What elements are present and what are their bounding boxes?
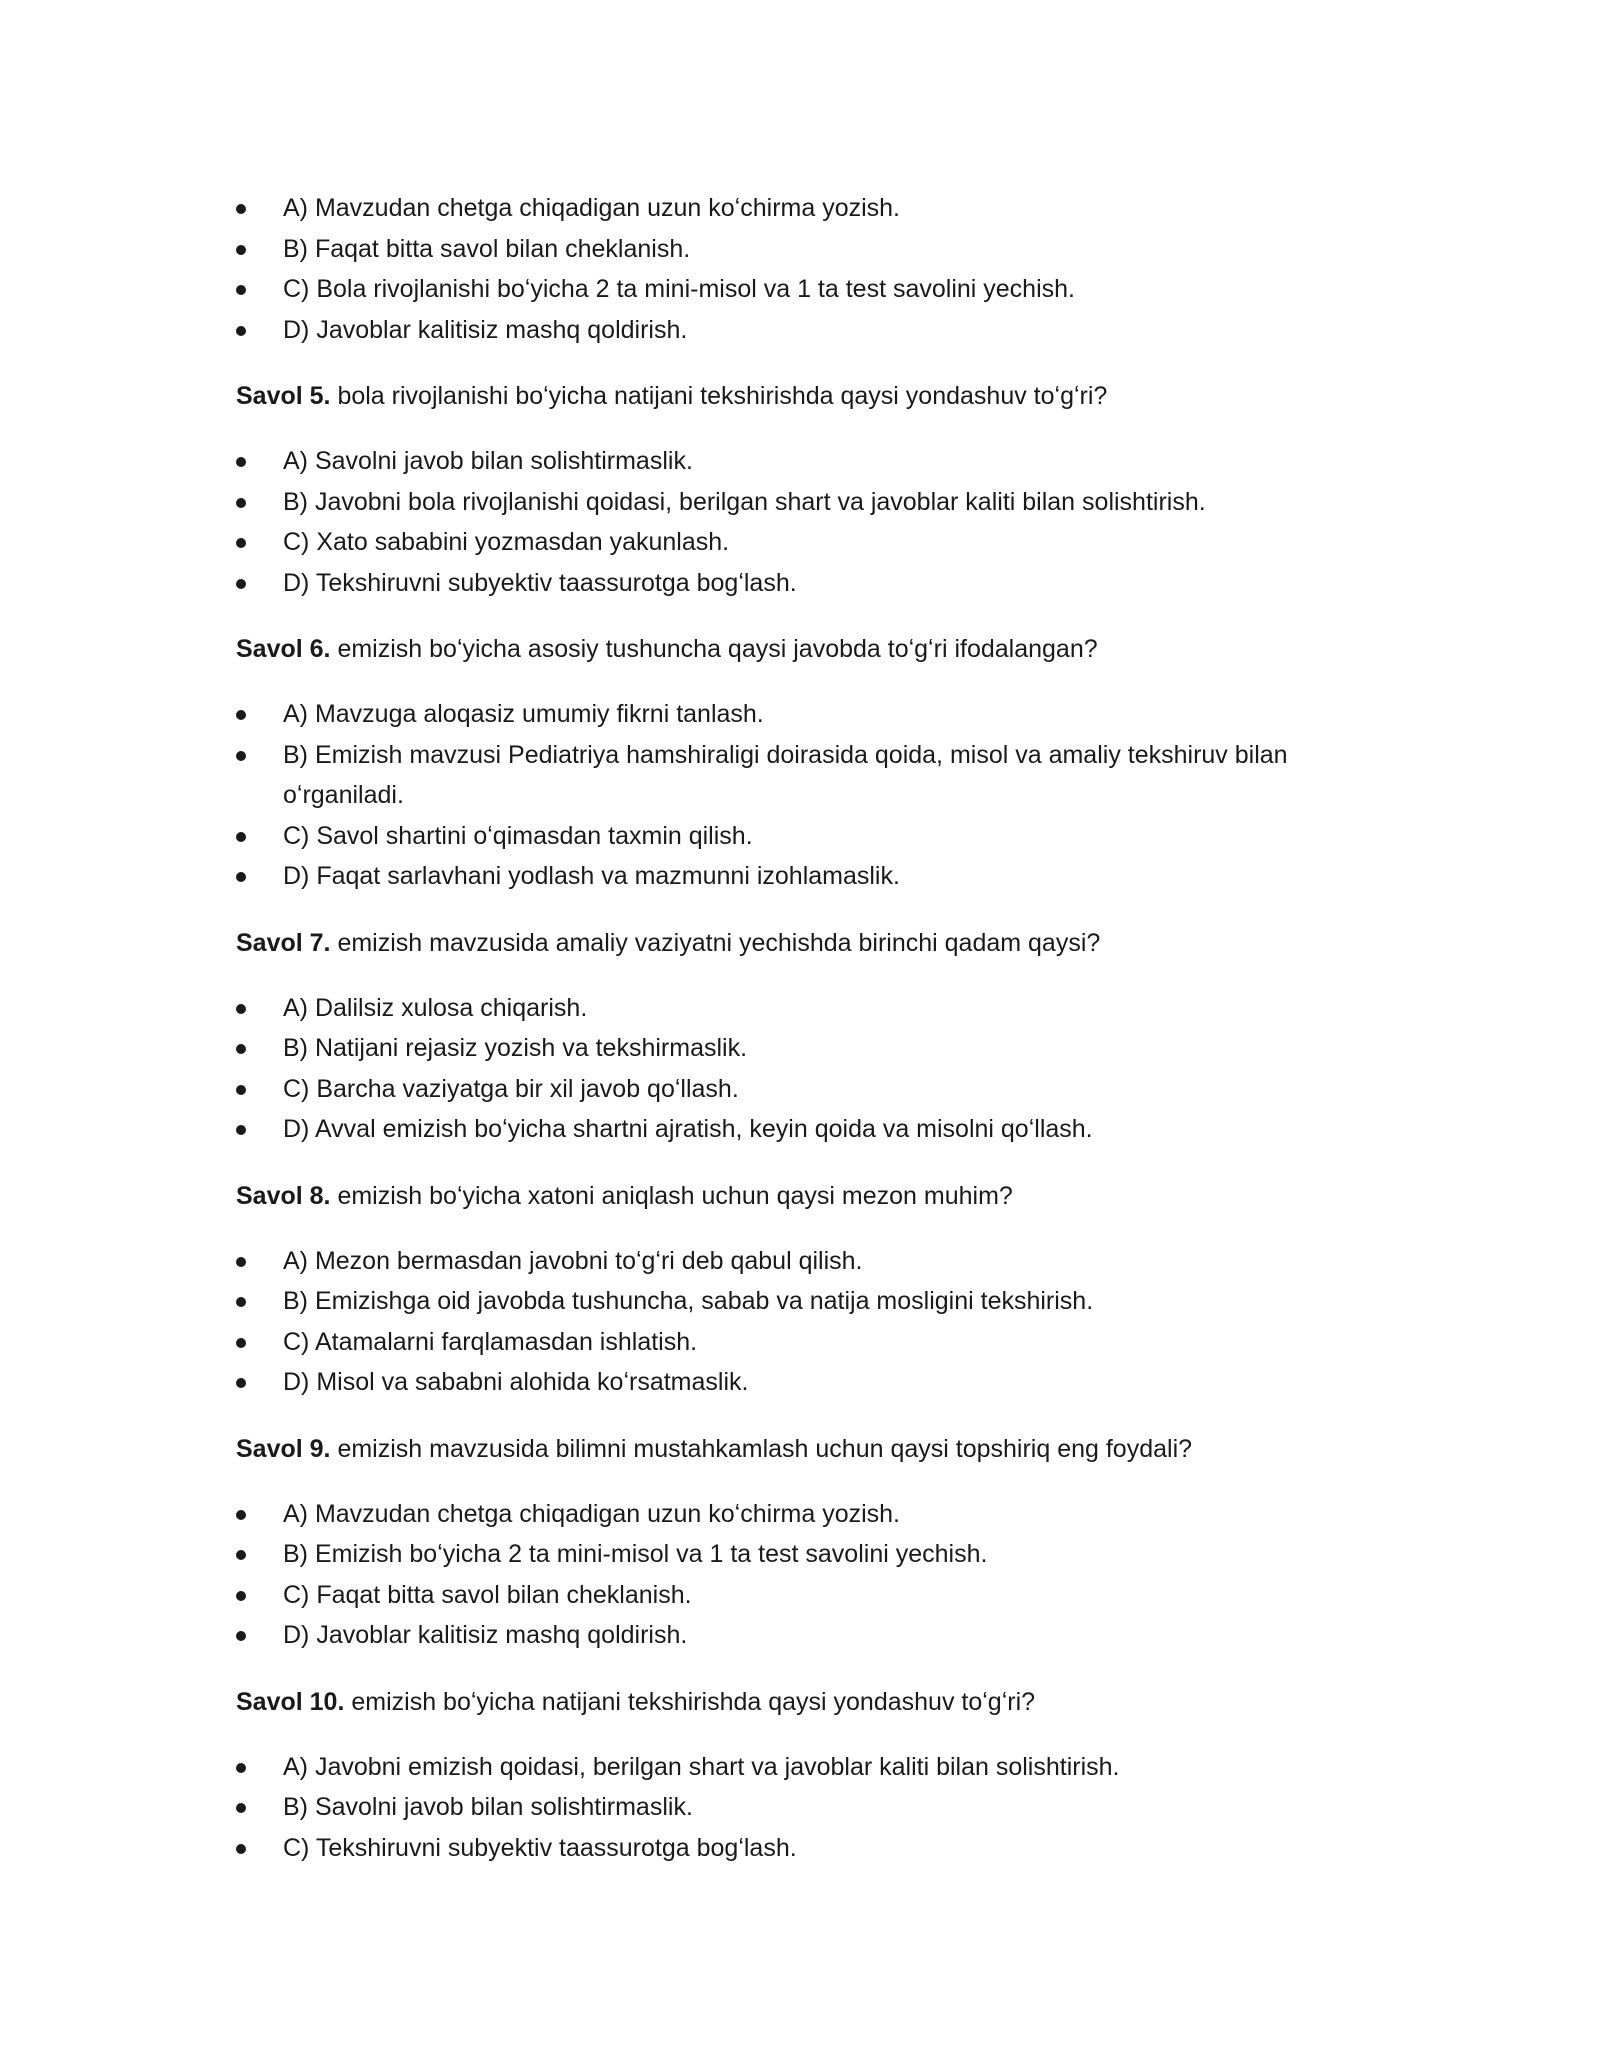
- question-5: [236, 376, 1376, 416]
- list-item: [236, 735, 1376, 816]
- option-text: C) Barcha vaziyatga bir xil javob qoʻllash.: [283, 1074, 739, 1103]
- option-text: B) Emizish mavzusi Pediatriya hamshiraligi doirasida qoida, misol va amaliy tekshiruv bilan oʻrganiladi.: [283, 740, 1288, 809]
- bullet-icon: [236, 1763, 246, 1773]
- bullet-icon: [236, 1338, 246, 1348]
- option-list: [236, 1747, 1376, 1869]
- list-item: [236, 1322, 1376, 1363]
- document-page: [236, 188, 1376, 1868]
- bullet-icon: [236, 1550, 246, 1560]
- question-text: emizish boʻyicha asosiy tushuncha qaysi javobda toʻgʻri ifodalangan?: [330, 635, 1098, 663]
- option-text: B) Emizish boʻyicha 2 ta mini-misol va 1 ta test savolini yechish.: [283, 1540, 988, 1568]
- list-item: [236, 482, 1376, 523]
- bullet-icon: [236, 204, 246, 214]
- bullet-icon: [236, 1257, 246, 1267]
- bullet-icon: [236, 457, 246, 467]
- list-item: [236, 441, 1376, 482]
- option-list: [236, 1494, 1376, 1656]
- bullet-icon: [236, 538, 246, 548]
- list-item: [236, 188, 1376, 229]
- list-item: [236, 1028, 1376, 1069]
- question-label: Savol 5.: [236, 382, 331, 410]
- question-8: [236, 1176, 1376, 1216]
- option-text: C) Bola rivojlanishi boʻyicha 2 ta mini-misol va 1 ta test savolini yechish.: [283, 275, 1075, 303]
- bullet-icon: [236, 245, 246, 255]
- question-text: emizish boʻyicha xatoni aniqlash uchun qaysi mezon muhim?: [330, 1181, 1013, 1210]
- option-text: B) Javobni bola rivojlanishi qoidasi, berilgan shart va javoblar kaliti bilan solishtirish.: [283, 487, 1206, 516]
- list-item: [236, 310, 1376, 351]
- option-text: D) Avval emizish boʻyicha shartni ajratish, keyin qoida va misolni qoʻllash.: [283, 1115, 1093, 1143]
- bullet-icon: [236, 710, 246, 720]
- list-item: [236, 1494, 1376, 1535]
- list-item: [236, 816, 1376, 857]
- option-text: C) Savol shartini oʻqimasdan taxmin qilish.: [283, 821, 753, 850]
- list-item: [236, 1575, 1376, 1616]
- bullet-icon: [236, 1510, 246, 1520]
- option-text: D) Misol va sababni alohida koʻrsatmaslik.: [283, 1368, 749, 1396]
- option-text: B) Emizishga oid javobda tushuncha, sabab va natija mosligini tekshirish.: [283, 1287, 1094, 1315]
- bullet-icon: [236, 579, 246, 589]
- bullet-icon: [236, 498, 246, 508]
- question-text: emizish mavzusida amaliy vaziyatni yechishda birinchi qadam qaysi?: [330, 928, 1101, 957]
- list-item: [236, 1787, 1376, 1828]
- list-item: [236, 563, 1376, 604]
- list-item: [236, 988, 1376, 1029]
- bullet-icon: [236, 1631, 246, 1641]
- list-item: [236, 1828, 1376, 1869]
- question-9: [236, 1429, 1376, 1469]
- list-item: [236, 269, 1376, 310]
- list-item: [236, 1747, 1376, 1788]
- option-text: C) Tekshiruvni subyektiv taassurotga bogʻlash.: [283, 1833, 797, 1862]
- question-label: Savol 6.: [236, 635, 331, 663]
- list-item: [236, 1615, 1376, 1656]
- bullet-icon: [236, 1125, 246, 1135]
- option-text: A) Mavzudan chetga chiqadigan uzun koʻchirma yozish.: [283, 194, 901, 222]
- option-text: C) Faqat bitta savol bilan cheklanish.: [283, 1580, 692, 1609]
- bullet-icon: [236, 326, 246, 336]
- bullet-icon: [236, 1844, 246, 1854]
- option-text: A) Savolni javob bilan solishtirmaslik.: [283, 447, 693, 475]
- question-text: emizish mavzusida bilimni mustahkamlash uchun qaysi topshiriq eng foydali?: [330, 1434, 1193, 1463]
- question-text: bola rivojlanishi boʻyicha natijani tekshirishda qaysi yondashuv toʻgʻri?: [330, 382, 1108, 410]
- question-label: Savol 7.: [236, 928, 331, 957]
- question-label: Savol 8.: [236, 1181, 331, 1210]
- option-list: [236, 694, 1376, 897]
- bullet-icon: [236, 872, 246, 882]
- option-list: [236, 188, 1376, 350]
- option-text: D) Javoblar kalitisiz mashq qoldirish.: [283, 315, 688, 344]
- bullet-icon: [236, 1297, 246, 1307]
- question-label: Savol 9.: [236, 1434, 331, 1463]
- list-item: [236, 694, 1376, 735]
- list-item: [236, 1281, 1376, 1322]
- option-text: A) Mavzuga aloqasiz umumiy fikrni tanlash.: [283, 700, 764, 728]
- option-text: B) Faqat bitta savol bilan cheklanish.: [283, 234, 691, 263]
- option-text: A) Javobni emizish qoidasi, berilgan shart va javoblar kaliti bilan solishtirish.: [283, 1752, 1120, 1781]
- list-item: [236, 522, 1376, 563]
- question-10: [236, 1682, 1376, 1722]
- option-list: [236, 988, 1376, 1150]
- list-item: [236, 1109, 1376, 1150]
- bullet-icon: [236, 1378, 246, 1388]
- bullet-icon: [236, 751, 246, 761]
- option-text: A) Mavzudan chetga chiqadigan uzun koʻchirma yozish.: [283, 1499, 901, 1528]
- option-text: C) Xato sababini yozmasdan yakunlash.: [283, 528, 730, 556]
- option-text: D) Javoblar kalitisiz mashq qoldirish.: [283, 1621, 688, 1649]
- list-item: [236, 229, 1376, 270]
- question-6: [236, 629, 1376, 669]
- list-item: [236, 1069, 1376, 1110]
- option-text: B) Savolni javob bilan solishtirmaslik.: [283, 1793, 693, 1821]
- list-item: [236, 1534, 1376, 1575]
- question-7: [236, 923, 1376, 963]
- option-text: A) Dalilsiz xulosa chiqarish.: [283, 993, 588, 1022]
- option-text: D) Tekshiruvni subyektiv taassurotga bogʻlash.: [283, 568, 797, 597]
- option-text: C) Atamalarni farqlamasdan ishlatish.: [283, 1327, 698, 1356]
- question-text: emizish boʻyicha natijani tekshirishda qaysi yondashuv toʻgʻri?: [344, 1687, 1036, 1716]
- list-item: [236, 856, 1376, 897]
- bullet-icon: [236, 1004, 246, 1014]
- list-item: [236, 1362, 1376, 1403]
- bullet-icon: [236, 1044, 246, 1054]
- option-text: D) Faqat sarlavhani yodlash va mazmunni izohlamaslik.: [283, 862, 900, 890]
- bullet-icon: [236, 832, 246, 842]
- option-text: B) Natijani rejasiz yozish va tekshirmaslik.: [283, 1034, 748, 1062]
- bullet-icon: [236, 285, 246, 295]
- bullet-icon: [236, 1591, 246, 1601]
- option-list: [236, 441, 1376, 603]
- list-item: [236, 1241, 1376, 1282]
- option-text: A) Mezon bermasdan javobni toʻgʻri deb qabul qilish.: [283, 1246, 863, 1275]
- option-list: [236, 1241, 1376, 1403]
- bullet-icon: [236, 1085, 246, 1095]
- question-label: Savol 10.: [236, 1687, 345, 1716]
- bullet-icon: [236, 1803, 246, 1813]
